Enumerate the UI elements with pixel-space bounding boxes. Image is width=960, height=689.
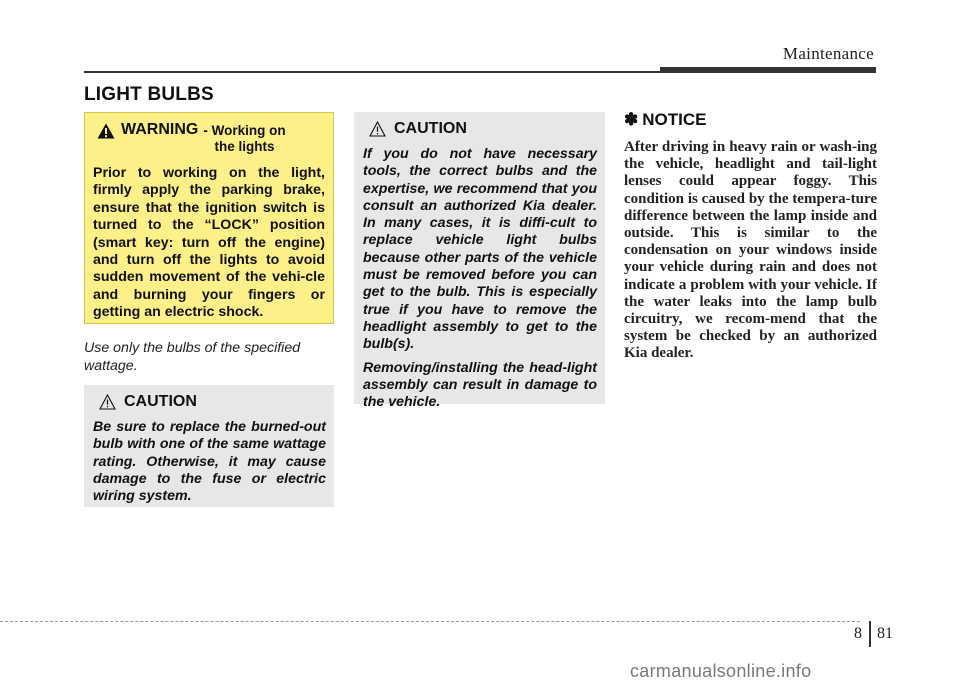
caution-label: CAUTION bbox=[124, 393, 197, 410]
caution-label: CAUTION bbox=[394, 120, 467, 137]
wattage-note: Use only the bulbs of the specified wattage. bbox=[84, 340, 301, 374]
footer-rule bbox=[0, 621, 860, 622]
warning-subtitle: - Working on the lights bbox=[203, 123, 286, 154]
chapter-number: 8 bbox=[854, 625, 862, 642]
caution-icon bbox=[99, 394, 116, 410]
caution-text: Be sure to replace the burned-out bulb with one of the same wattage rating. Otherwise, it may cause damage to the fuse or electric wiring system. bbox=[93, 419, 326, 505]
caution-box-middle bbox=[354, 112, 605, 411]
notice-text: After driving in heavy rain or wash-ing the vehicle, headlight and tail-light lenses could appear foggy. This condition is caused by the tempera-ture difference between the lamp inside and outside. This is similar to the condensation on your windows inside your vehicle during rain and does not indicate a problem with your vehicle. If the water leaks into the lamp bulb circuitry, we recom-mend that the system be checked by an authorized Kia dealer. bbox=[624, 139, 877, 362]
page-title: LIGHT BULBS bbox=[84, 84, 214, 105]
header-rule bbox=[84, 71, 664, 73]
warning-box bbox=[84, 112, 334, 324]
notice-section bbox=[624, 110, 877, 363]
caution-paragraph: If you do not have necessary tools, the correct bulbs and the expertise, we recommend that you consult an authorized Kia dealer. In many cases, it is diffi-cult to replace vehicle light bulbs because other parts of the vehicle must be removed before you can get to the bulb. This is especially true if you have to remove the headlight assembly to get to the bulb(s). bbox=[363, 146, 597, 353]
watermark: carmanualsonline.info bbox=[630, 661, 812, 681]
page-number: 81 bbox=[877, 625, 893, 642]
warning-label: WARNING bbox=[121, 121, 199, 138]
page-number-divider bbox=[869, 621, 871, 647]
header-rule-thick bbox=[660, 67, 876, 73]
warning-text: Prior to working on the light, firmly apply the parking brake, ensure that the ignition switch is turned to the “LOCK” position (smart key: turn off the engine) and turn off the lights to avoid sudden movement of the vehi-cle and burning your fingers or getting an electric shock. bbox=[93, 165, 325, 321]
caution-icon bbox=[369, 121, 386, 137]
notice-label: NOTICE bbox=[642, 110, 707, 129]
caution-box-left bbox=[84, 385, 334, 507]
caution-text bbox=[363, 146, 597, 411]
notice-star-icon: ✽ bbox=[624, 110, 639, 129]
warning-icon bbox=[97, 123, 115, 139]
caution-paragraph: Removing/installing the head-light assembly can result in damage to the vehicle. bbox=[363, 359, 597, 411]
running-header: Maintenance bbox=[782, 44, 874, 63]
